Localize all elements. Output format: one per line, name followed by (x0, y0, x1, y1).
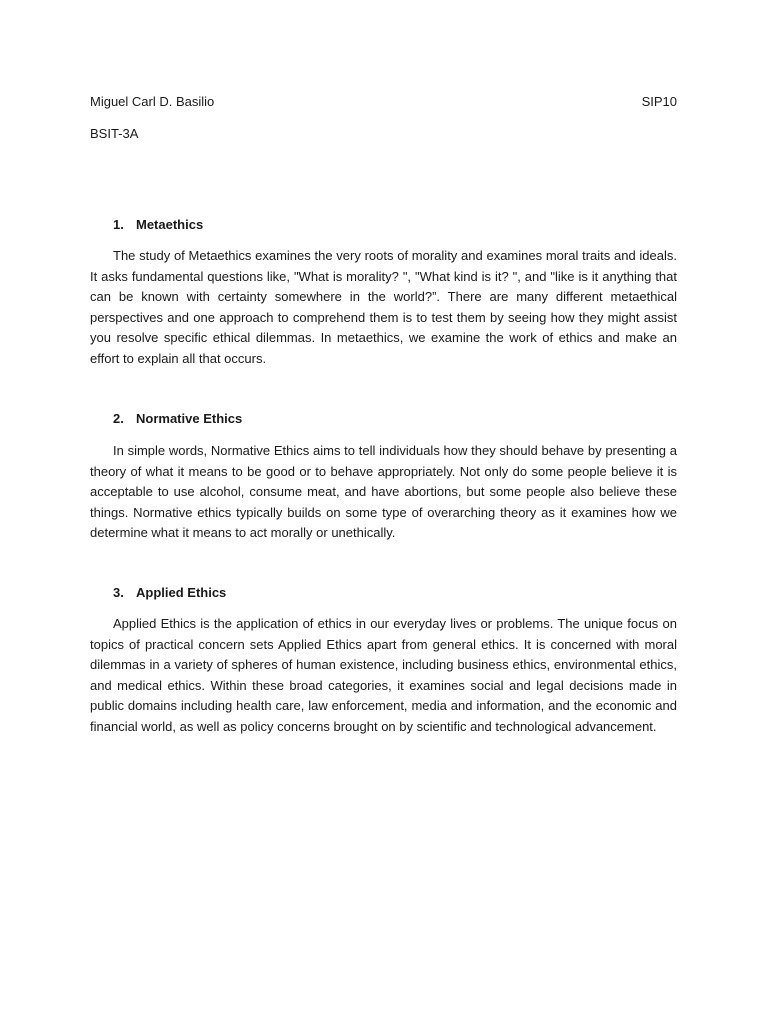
section-number: 3. (113, 585, 124, 600)
class-section: BSIT-3A (90, 126, 139, 141)
section-paragraph: In simple words, Normative Ethics aims to tell individuals how they should behave by presenting a theory of what it means to be good or to behave appropriately. Not only do some people believe it is acceptable to use alcohol, consume meat, and have abortions, but some people also believe these things. Normative ethics typically builds on some type of overarching theory as it examines how we determine what it means to act morally or unethically. (90, 443, 677, 540)
section-title: Normative Ethics (136, 411, 243, 426)
section-paragraph: Applied Ethics is the application of ethics in our everyday lives or problems. The unique focus on topics of practical concern sets Applied Ethics apart from general ethics. It is concerned with moral dilemmas in a variety of spheres of human existence, including business ethics, environmental ethics, and medical ethics. Within these broad categories, it examines social and legal decisions made in public domains including health care, law enforcement, media and information, and the economic and financial world, as well as policy concerns brought on by scientific and technological advancement. (90, 616, 677, 734)
section-number: 2. (113, 411, 124, 426)
section-title: Metaethics (136, 217, 204, 232)
section-heading (113, 585, 226, 600)
section-number: 1. (113, 217, 124, 232)
author-name: Miguel Carl D. Basilio (90, 94, 215, 109)
section-heading (113, 411, 242, 426)
course-code: SIP10 (641, 94, 677, 109)
section-paragraph: The study of Metaethics examines the very roots of morality and examines moral traits and ideals. It asks fundamental questions like, "What is morality? ", "What kind is it? ", and "like is it anything that can be known with certainty somewhere in the world?”. There are many different metaethical perspectives and one approach to comprehend them is to test them by seeing how they might assist you resolve specific ethical dilemmas. In metaethics, we examine the work of ethics and make an effort to explain all that occurs. (90, 248, 677, 366)
section-heading (113, 217, 203, 232)
document-header (90, 94, 677, 114)
section-title: Applied Ethics (136, 585, 227, 600)
